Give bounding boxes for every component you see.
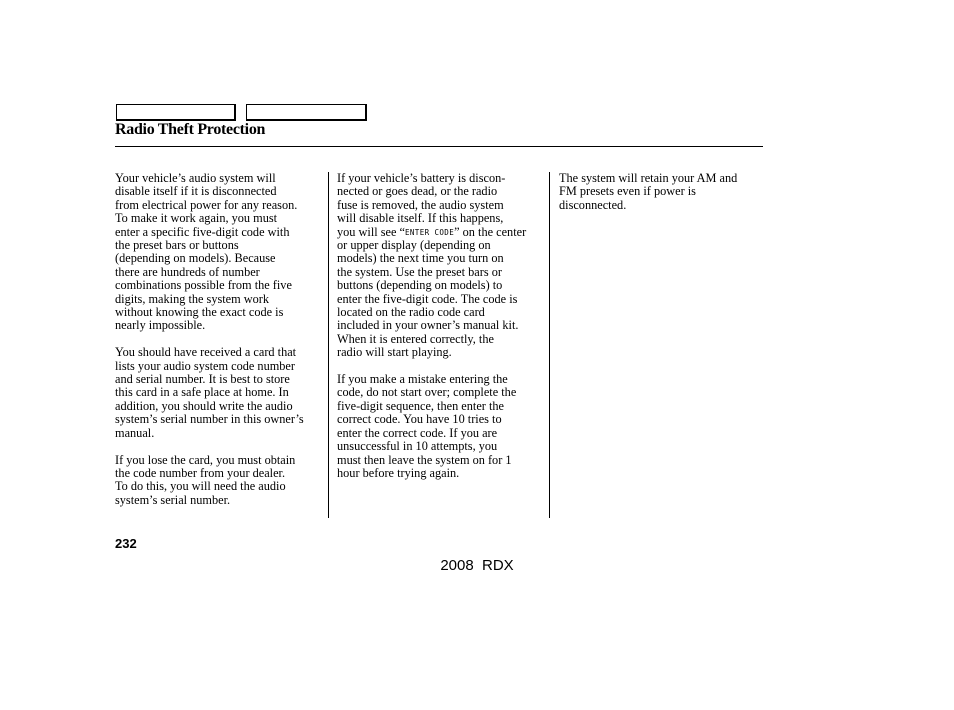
text-line: the preset bars or buttons (115, 238, 239, 253)
text-line: the code number from your dealer. (115, 465, 286, 480)
text-line: fuse is removed, the audio system (337, 197, 504, 212)
text-line-with-display (337, 226, 542, 239)
text-line: enter a specific five-digit code with (115, 224, 290, 239)
text-line: digits, making the system work (115, 291, 270, 306)
text-line: If you make a mistake entering the (337, 372, 508, 387)
text-line: When it is entered correctly, the (337, 331, 494, 346)
text-line: FM presets even if power is (559, 184, 696, 199)
text-line: and serial number. It is best to store (115, 372, 290, 387)
text-line: disconnected. (559, 197, 627, 212)
text-line: included in your owner’s manual kit. (337, 318, 519, 333)
text-line: disable itself if it is disconnected (115, 184, 277, 199)
section-title: Radio Theft Protection (115, 121, 266, 138)
paragraph (115, 172, 325, 333)
text-line: addition, you should write the audio (115, 398, 293, 413)
text-line: five-digit sequence, then enter the (337, 398, 504, 413)
text-line: nected or goes dead, or the radio (337, 184, 498, 199)
text-line: The system will retain your AM and (559, 171, 738, 185)
text-line: this card in a safe place at home. In (115, 385, 289, 400)
text-line: the system. Use the preset bars or (337, 264, 502, 279)
text-line: Your vehicle’s audio system will (115, 171, 276, 185)
page-number: 232 (115, 536, 137, 551)
text-line: hour before trying again. (337, 465, 460, 480)
text-line: manual. (115, 425, 155, 440)
text-fragment: ” on the center (454, 224, 527, 239)
paragraph (115, 454, 325, 508)
header-tab-box-2 (246, 104, 367, 121)
text-line: or upper display (depending on (337, 238, 491, 253)
text-line: unsuccessful in 10 attempts, you (337, 439, 498, 454)
text-line: system’s serial number. (115, 492, 231, 507)
text-line: correct code. You have 10 tries to (337, 412, 502, 427)
text-line: To do this, you will need the audio (115, 479, 286, 494)
text-fragment: you will see “ (337, 224, 405, 239)
title-rule (115, 146, 763, 147)
text-column-1 (115, 172, 325, 521)
text-line: code, do not start over; complete the (337, 385, 517, 400)
text-line: located on the radio code card (337, 305, 485, 320)
header-tab-box-1 (116, 104, 236, 121)
text-line: models) the next time you turn on (337, 251, 504, 266)
text-line: lists your audio system code number (115, 358, 295, 373)
text-line: must then leave the system on for 1 (337, 452, 512, 467)
paragraph (559, 172, 764, 212)
text-column-3 (559, 172, 764, 226)
text-line: combinations possible from the five (115, 278, 292, 293)
text-column-2 (337, 172, 542, 494)
text-line: You should have received a card that (115, 345, 297, 360)
text-line: buttons (depending on models) to (337, 278, 503, 293)
column-divider (549, 172, 550, 518)
text-line: (depending on models). Because (115, 251, 276, 266)
text-line: enter the correct code. If you are (337, 425, 498, 440)
paragraph (337, 373, 542, 480)
footer-model-label: 2008 RDX (440, 557, 514, 574)
text-line: without knowing the exact code is (115, 305, 284, 320)
text-line: will disable itself. If this happens, (337, 211, 504, 226)
text-line: radio will start playing. (337, 345, 452, 360)
text-line: system’s serial number in this owner’s (115, 412, 304, 427)
text-line: nearly impossible. (115, 318, 206, 333)
text-line: enter the five-digit code. The code is (337, 291, 518, 306)
text-line: If you lose the card, you must obtain (115, 452, 296, 467)
text-line: there are hundreds of number (115, 264, 260, 279)
text-line: If your vehicle’s battery is discon- (337, 171, 506, 185)
paragraph (337, 172, 542, 360)
display-text-enter-code: ENTER CODE (404, 227, 455, 237)
paragraph (115, 346, 325, 440)
column-divider (328, 172, 329, 518)
text-line: To make it work again, you must (115, 211, 278, 226)
text-line: from electrical power for any reason. (115, 197, 298, 212)
